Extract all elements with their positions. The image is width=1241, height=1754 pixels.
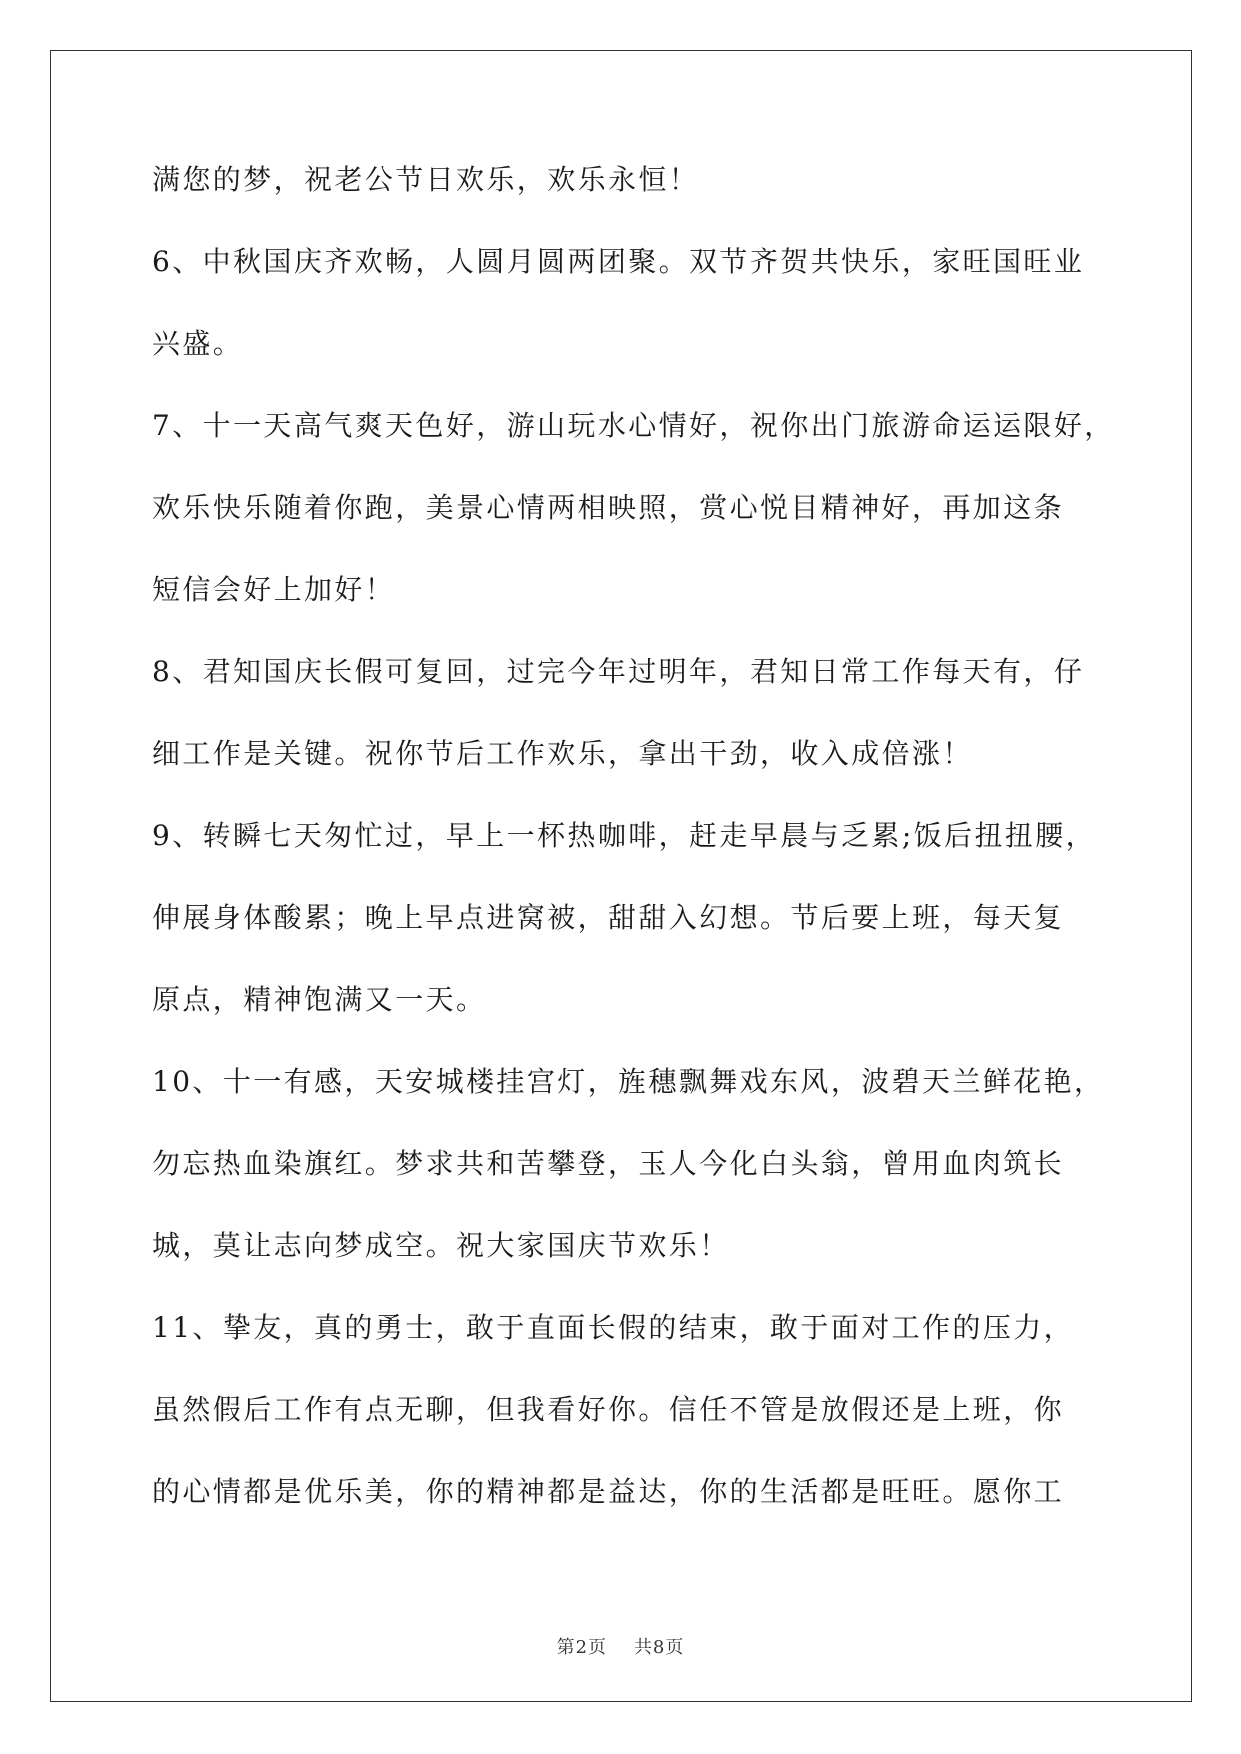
text-line: 8、君知国庆长假可复回，过完今年过明年，君知日常工作每天有，仔 [152, 655, 1085, 688]
text-line: 11、挚友，真的勇士，敢于直面长假的结束，敢于面对工作的压力， [152, 1311, 1075, 1344]
text-line: 6、中秋国庆齐欢畅，人圆月圆两团聚。双节齐贺共快乐，家旺国旺业 [152, 245, 1085, 278]
text-line: 伸展身体酸累；晚上早点进窝被，甜甜入幻想。节后要上班，每天复 [152, 901, 1065, 934]
text-line: 兴盛。 [152, 327, 244, 360]
text-line: 细工作是关键。祝你节后工作欢乐，拿出干劲，收入成倍涨！ [152, 737, 973, 770]
text-line: 10、十一有感，天安城楼挂宫灯，旌穗飘舞戏东风，波碧天兰鲜花艳， [152, 1065, 1105, 1098]
text-line: 城，莫让志向梦成空。祝大家国庆节欢乐！ [152, 1229, 730, 1262]
text-line: 的心情都是优乐美，你的精神都是益达，你的生活都是旺旺。愿你工 [152, 1475, 1065, 1508]
text-line: 满您的梦，祝老公节日欢乐，欢乐永恒！ [152, 163, 700, 196]
document-body [152, 160, 1115, 1554]
text-line: 勿忘热血染旗红。梦求共和苦攀登，玉人今化白头翁，曾用血肉筑长 [152, 1147, 1065, 1180]
text-line: 原点，精神饱满又一天。 [152, 983, 487, 1016]
text-line: 7、十一天高气爽天色好，游山玩水心情好，祝你出门旅游命运运限好， [152, 409, 1115, 442]
page-number: 第2页 [556, 1637, 608, 1658]
text-line: 欢乐快乐随着你跑，美景心情两相映照，赏心悦目精神好，再加这条 [152, 491, 1065, 524]
page-total: 共8页 [633, 1637, 685, 1658]
text-line: 虽然假后工作有点无聊，但我看好你。信任不管是放假还是上班，你 [152, 1393, 1065, 1426]
page-footer [0, 1633, 1241, 1659]
text-line: 9、转瞬七天匆忙过，早上一杯热咖啡，赶走早晨与乏累;饭后扭扭腰， [152, 819, 1097, 852]
text-line: 短信会好上加好！ [152, 573, 396, 606]
